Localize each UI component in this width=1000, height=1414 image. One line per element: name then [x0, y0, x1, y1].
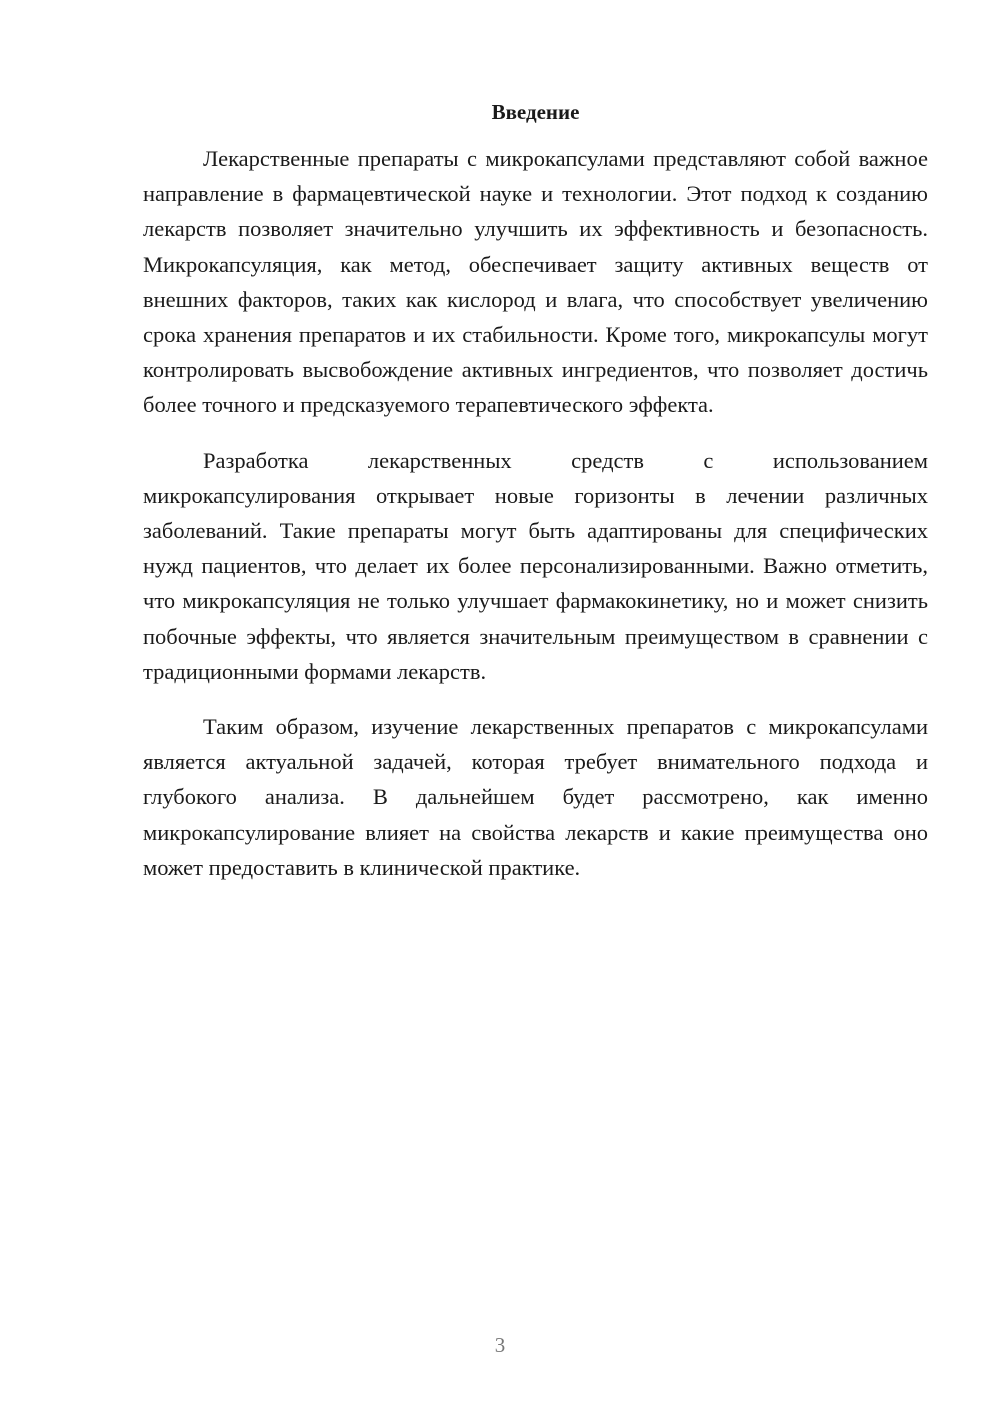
body-text — [143, 141, 928, 905]
page-number: 3 — [494, 1333, 506, 1357]
section-heading: Введение — [491, 100, 580, 124]
paragraph-1: Лекарственные препараты с микрокапсулами представляют собой важное направление в фармацевтической науке и технологии. Этот подход к созданию лекарств позволяет значительно улучшить их эффективность и безопасность. Микрокапсуляция, как метод, обеспечивает защиту активных веществ от внешних факторов, таких как кислород и влага, что способствует увеличению срока хранения препаратов и их стабильности. Кроме того, микрокапсулы могут контролировать высвобождение активных ингредиентов, что позволяет достичь более точного и предсказуемого терапевтического эффекта. — [143, 146, 928, 418]
paragraph-2: Разработка лекарственных средств с использованием микрокапсулирования открывает новые горизонты в лечении различных заболеваний. Такие препараты могут быть адаптированы для специфических нужд пациентов, что делает их более персонализированными. Важно отметить, что микрокапсуляция не только улучшает фармакокинетику, но и может снизить побочные эффекты, что является значительным преимуществом в сравнении с традиционными формами лекарств. — [143, 447, 928, 684]
paragraph-3: Таким образом, изучение лекарственных препаратов с микрокапсулами является актуальной задачей, которая требует внимательного подхода и глубокого анализа. В дальнейшем будет рассмотрено, как именно микрокапсулирование влияет на свойства лекарств и какие преимущества оно может предоставить в клинической практике. — [143, 714, 928, 880]
